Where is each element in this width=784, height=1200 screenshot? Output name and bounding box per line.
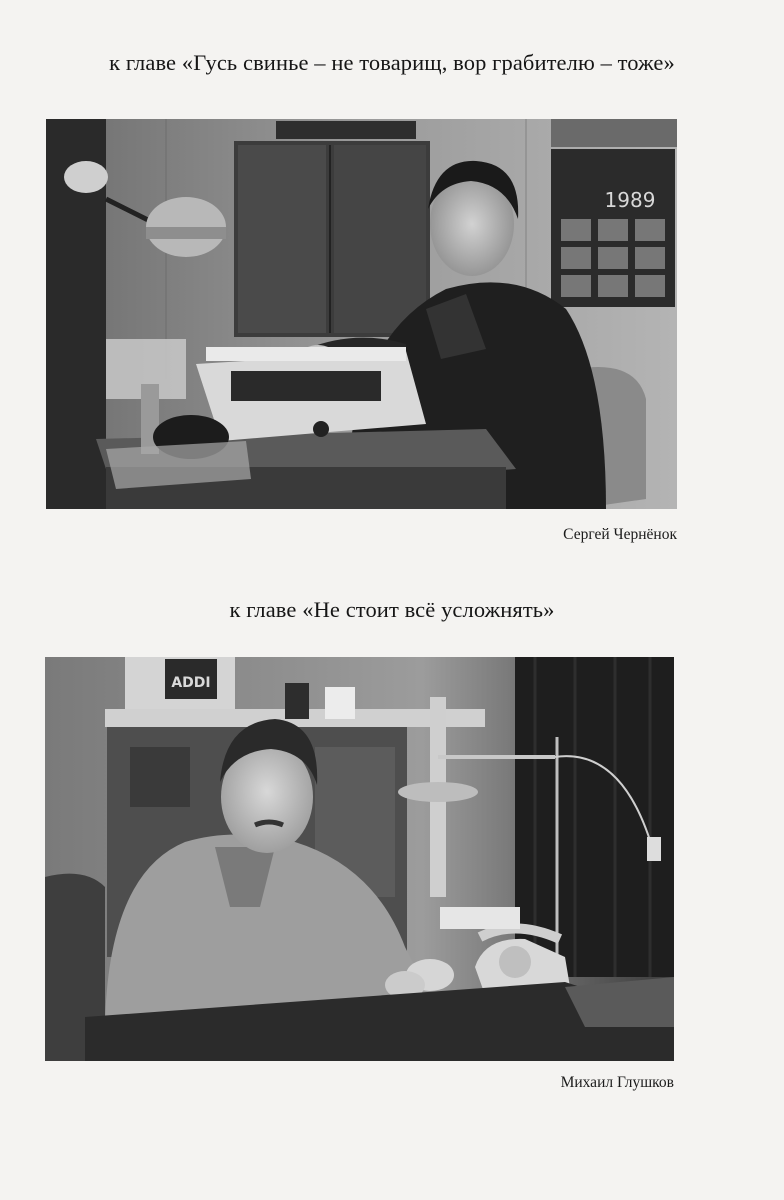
second-photo-caption: Михаил Глушков [560,1074,674,1091]
second-chapter-heading: к главе «Не стоит всё усложнять» [229,597,555,622]
first-chapter-heading: к главе «Гусь свинье – не товарищ, вор грабителю – тоже» [109,50,675,75]
calendar-year: 1989 [604,188,656,212]
office-typewriter-photo [46,119,677,509]
photo-sergey-chernyonok [46,119,677,509]
photo-mikhail-glushkov [45,657,674,1061]
first-photo-caption: Сергей Чернёнок [563,526,677,543]
office-telephone-photo [45,657,674,1061]
box-label-text: ADDI [171,675,211,691]
